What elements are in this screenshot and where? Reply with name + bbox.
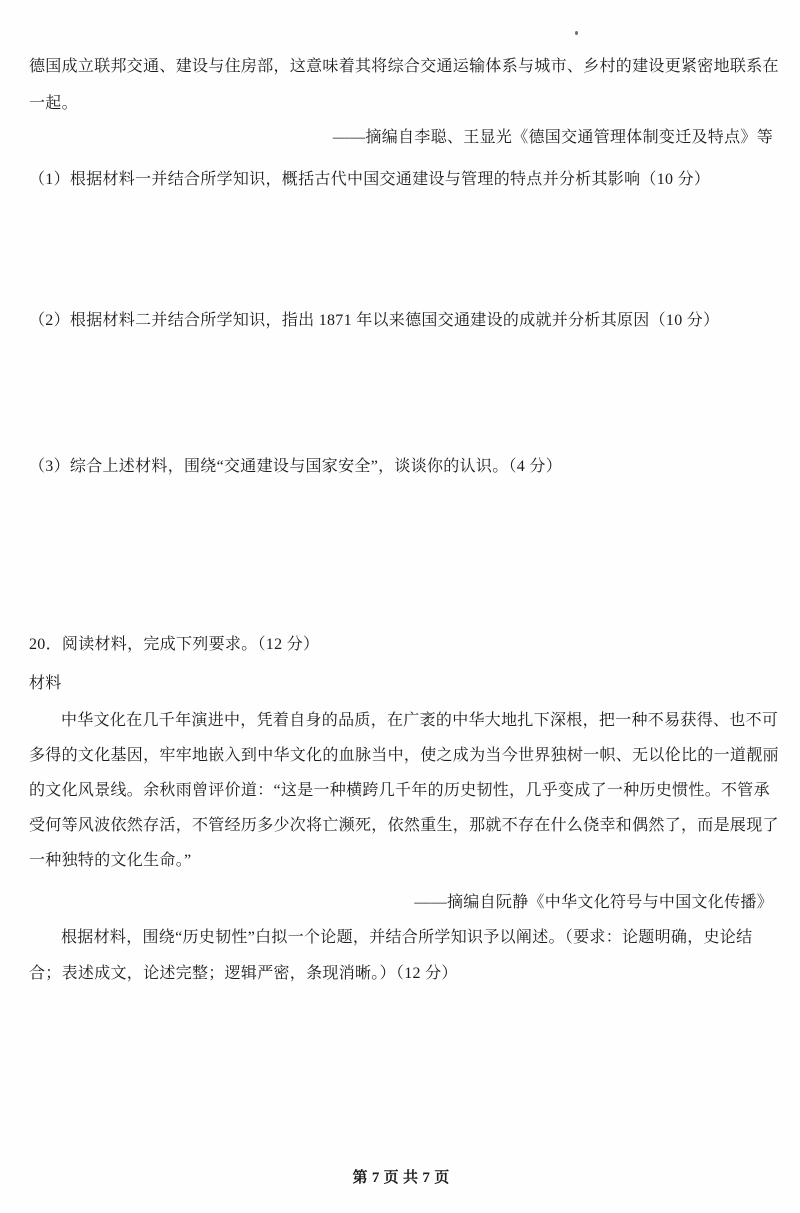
answer-space-1: [29, 200, 773, 300]
material-two-line-1: 德国成立联邦交通、建设与住房部，这意味着其将综合交通运输体系与城市、乡村的建设更紧密地联系在: [29, 58, 779, 75]
question-19-part-1: [29, 161, 773, 198]
material-two-attribution: [29, 119, 773, 156]
question-20-material-paragraph: [29, 703, 779, 878]
task-line: 根据材料，围绕“历史韧性”白拟一个论题，并结合所学知识予以阐述。（要求：论题明确，史论结: [61, 929, 753, 946]
question-text: （3）综合上述材料，围绕“交通建设与国家安全”，谈谈你的认识。（4 分）: [29, 458, 563, 475]
material-line: 中华文化在几千年演进中，凭着自身的品质，在广袤的中华大地扎下深根，把一种不易获得、也不可: [61, 712, 779, 729]
material-line: 受何等风波依然存活，不管经历多少次将亡濒死，依然重生，那就不存在什么侥幸和偶然了，而是展现了: [29, 817, 779, 834]
question-20-material-label: [29, 665, 773, 702]
question-20-task: [29, 920, 773, 992]
question-20-stem: [29, 626, 773, 663]
page-number-text: 第 7 页 共 7 页: [352, 1170, 450, 1186]
material-two-continuation: [29, 48, 779, 122]
question-text: （1）根据材料一并结合所学知识，概括古代中国交通建设与管理的特点并分析其影响（10 分）: [29, 171, 711, 188]
question-text: 20．阅读材料，完成下列要求。（12 分）: [29, 636, 320, 653]
question-19-part-3: [29, 448, 773, 485]
material-line: 的文化风景线。余秋雨曾评价道：“这是一种横跨几千年的历史韧性，几乎变成了一种历史惯性。不管承: [29, 782, 770, 799]
material-line: 多得的文化基因，牢牢地嵌入到中华文化的血脉当中，使之成为当今世界独树一帜、无以伦比的一道靓丽: [29, 747, 779, 764]
question-text: （2）根据材料二并结合所学知识，指出 1871 年以来德国交通建设的成就并分析其原因（10 分）: [29, 312, 720, 329]
page-number-footer: [29, 1160, 773, 1197]
answer-space-2: [29, 342, 773, 442]
material-two-line-2: 一起。: [29, 95, 78, 112]
source-attribution-text: ——摘编自阮静《中华文化符号与中国文化传播》: [414, 894, 773, 911]
task-line: 合；表述成文，论述完整；逻辑严密，条现消晰。）（12 分）: [29, 965, 458, 982]
material-line: 一种独特的文化生命。”: [29, 852, 192, 869]
question-19-part-2: [29, 302, 773, 339]
answer-space-3: [29, 488, 773, 618]
scan-speck: [575, 31, 578, 35]
source-attribution-text: ——摘编自李聪、王显光《德国交通管理体制变迁及特点》等: [332, 129, 773, 146]
material-label-text: 材料: [29, 675, 62, 692]
question-20-attribution: [29, 884, 773, 921]
